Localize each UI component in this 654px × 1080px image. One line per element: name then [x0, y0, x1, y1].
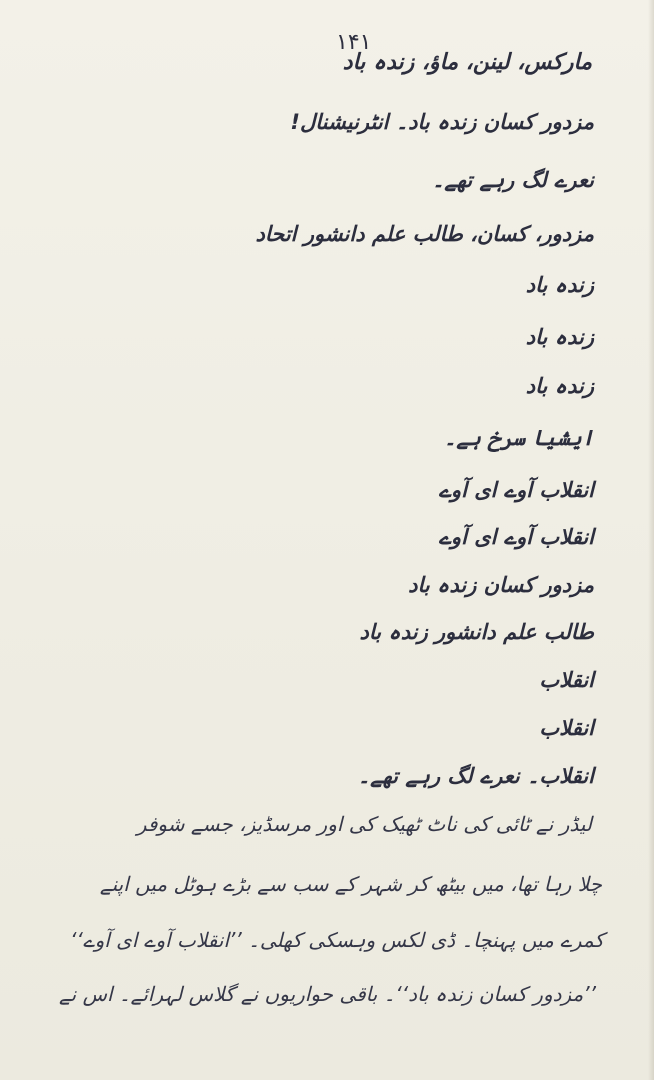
text-line-17: چلا رہا تھا، میں بیٹھ کر شہر کے سب سے بڑے ہوٹل میں اپنے: [99, 872, 602, 896]
text-line-16: لیڈر نے ٹائی کی ناٹ ٹھیک کی اور مرسڈیز، جسے شوفر: [136, 812, 592, 836]
text-line-6: زندہ باد: [525, 325, 594, 349]
text-line-1: مارکس، لینن، ماؤ، زندہ باد: [342, 50, 592, 75]
text-line-7: زندہ باد: [525, 374, 594, 398]
text-line-13: انقلاب: [539, 668, 594, 692]
text-line-19: ’’مزدور کسان زندہ باد‘‘۔ باقی حواریوں نے گلاس لہرائے۔ اس نے: [58, 982, 596, 1006]
text-line-4: مزدور، کسان، طالب علم دانشور اتحاد: [255, 222, 594, 246]
text-line-2: مزدور کسان زندہ باد۔ انٹرنیشنال!: [290, 110, 594, 134]
page-edge-shadow: [648, 0, 654, 1080]
page-number: ۱۴۱: [336, 30, 372, 55]
text-line-18: کمرے میں پہنچا۔ ڈی لکس وہسکی کھلی۔ ’’انقلاب آوے ای آوے‘‘: [70, 928, 604, 952]
text-line-5: زندہ باد: [525, 273, 594, 297]
text-line-11: مزدور کسان زندہ باد: [408, 573, 594, 597]
text-line-15: انقلاب۔ نعرے لگ رہے تھے۔: [357, 764, 594, 788]
text-line-12: طالب علم دانشور زندہ باد: [359, 620, 594, 644]
text-line-3: نعرے لگ رہے تھے۔: [432, 168, 594, 192]
text-line-14: انقلاب: [539, 716, 594, 740]
text-line-10: انقلاب آوے ای آوے: [438, 525, 594, 549]
text-line-9: انقلاب آوے ای آوے: [438, 478, 594, 502]
text-line-8: ایشیا سرخ ہے۔: [444, 426, 594, 450]
